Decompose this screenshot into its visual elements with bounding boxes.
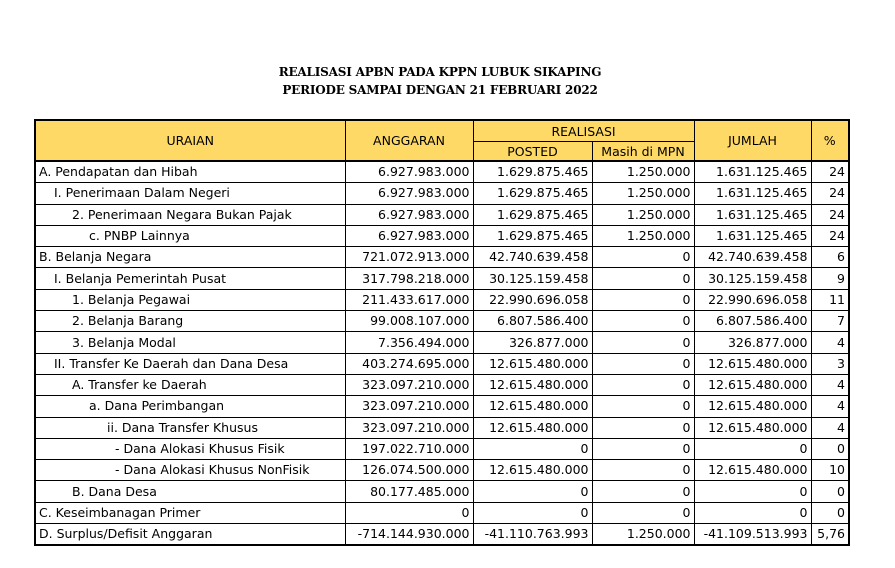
row-posted: 12.615.480.000	[473, 396, 592, 417]
report-title-block	[0, 63, 880, 99]
row-masih-di-mpn: 0	[592, 353, 694, 374]
row-jumlah: 12.615.480.000	[694, 396, 811, 417]
table-row	[35, 311, 849, 332]
row-uraian: II. Transfer Ke Daerah dan Dana Desa	[35, 353, 345, 374]
row-uraian: C. Keseimbanagan Primer	[35, 502, 345, 523]
row-posted: 0	[473, 502, 592, 523]
row-posted: 12.615.480.000	[473, 417, 592, 438]
row-masih-di-mpn: 0	[592, 332, 694, 353]
row-persen: 9	[811, 268, 849, 289]
row-anggaran: 0	[345, 502, 473, 523]
row-posted: 22.990.696.058	[473, 289, 592, 310]
row-posted: 30.125.159.458	[473, 268, 592, 289]
row-uraian: 2. Penerimaan Negara Bukan Pajak	[35, 204, 345, 225]
row-uraian: B. Belanja Negara	[35, 247, 345, 268]
row-posted: 6.807.586.400	[473, 311, 592, 332]
row-uraian: D. Surplus/Defisit Anggaran	[35, 524, 345, 546]
row-masih-di-mpn: 0	[592, 460, 694, 481]
row-persen: 0	[811, 438, 849, 459]
row-jumlah: 326.877.000	[694, 332, 811, 353]
row-uraian: B. Dana Desa	[35, 481, 345, 502]
row-jumlah: 42.740.639.458	[694, 247, 811, 268]
row-jumlah: 22.990.696.058	[694, 289, 811, 310]
row-uraian: a. Dana Perimbangan	[35, 396, 345, 417]
header-uraian: URAIAN	[35, 120, 345, 161]
row-uraian: c. PNBP Lainnya	[35, 225, 345, 246]
table-row	[35, 460, 849, 481]
row-anggaran: 80.177.485.000	[345, 481, 473, 502]
row-masih-di-mpn: 1.250.000	[592, 524, 694, 546]
row-uraian: 3. Belanja Modal	[35, 332, 345, 353]
row-masih-di-mpn: 0	[592, 268, 694, 289]
row-jumlah: 12.615.480.000	[694, 374, 811, 395]
report-title: REALISASI APBN PADA KPPN LUBUK SIKAPING	[278, 65, 602, 79]
header-realisasi: REALISASI	[473, 120, 694, 142]
row-jumlah: 1.631.125.465	[694, 161, 811, 183]
table-body	[35, 161, 849, 545]
row-persen: 7	[811, 311, 849, 332]
row-jumlah: 12.615.480.000	[694, 353, 811, 374]
row-anggaran: 323.097.210.000	[345, 396, 473, 417]
row-posted: 0	[473, 481, 592, 502]
row-uraian: 2. Belanja Barang	[35, 311, 345, 332]
row-posted: 1.629.875.465	[473, 161, 592, 183]
row-masih-di-mpn: 0	[592, 311, 694, 332]
row-anggaran: 323.097.210.000	[345, 417, 473, 438]
table-row	[35, 524, 849, 546]
row-anggaran: 403.274.695.000	[345, 353, 473, 374]
table-row	[35, 417, 849, 438]
row-persen: 6	[811, 247, 849, 268]
row-uraian: I. Penerimaan Dalam Negeri	[35, 183, 345, 204]
row-posted: 42.740.639.458	[473, 247, 592, 268]
row-anggaran: 721.072.913.000	[345, 247, 473, 268]
row-uraian: - Dana Alokasi Khusus Fisik	[35, 438, 345, 459]
row-posted: 1.629.875.465	[473, 225, 592, 246]
row-anggaran: 126.074.500.000	[345, 460, 473, 481]
row-posted: 1.629.875.465	[473, 183, 592, 204]
row-posted: -41.110.763.993	[473, 524, 592, 546]
header-posted: POSTED	[473, 142, 592, 162]
row-masih-di-mpn: 0	[592, 481, 694, 502]
row-posted: 0	[473, 438, 592, 459]
row-posted: 12.615.480.000	[473, 353, 592, 374]
row-masih-di-mpn: 0	[592, 438, 694, 459]
row-posted: 1.629.875.465	[473, 204, 592, 225]
row-persen: 4	[811, 417, 849, 438]
header-masih-di-mpn: Masih di MPN	[592, 142, 694, 162]
row-persen: 4	[811, 332, 849, 353]
row-jumlah: 1.631.125.465	[694, 183, 811, 204]
row-masih-di-mpn: 0	[592, 374, 694, 395]
row-persen: 0	[811, 481, 849, 502]
row-jumlah: -41.109.513.993	[694, 524, 811, 546]
row-uraian: I. Belanja Pemerintah Pusat	[35, 268, 345, 289]
row-masih-di-mpn: 0	[592, 247, 694, 268]
table-row	[35, 481, 849, 502]
row-uraian: 1. Belanja Pegawai	[35, 289, 345, 310]
row-posted: 12.615.480.000	[473, 460, 592, 481]
table-row	[35, 268, 849, 289]
row-persen: 24	[811, 225, 849, 246]
row-persen: 24	[811, 204, 849, 225]
table-row	[35, 374, 849, 395]
row-persen: 3	[811, 353, 849, 374]
row-anggaran: 323.097.210.000	[345, 374, 473, 395]
row-anggaran: 7.356.494.000	[345, 332, 473, 353]
row-jumlah: 1.631.125.465	[694, 204, 811, 225]
row-jumlah: 6.807.586.400	[694, 311, 811, 332]
row-masih-di-mpn: 0	[592, 417, 694, 438]
row-jumlah: 12.615.480.000	[694, 460, 811, 481]
row-masih-di-mpn: 1.250.000	[592, 204, 694, 225]
row-uraian: ii. Dana Transfer Khusus	[35, 417, 345, 438]
row-uraian: A. Pendapatan dan Hibah	[35, 161, 345, 183]
row-anggaran: -714.144.930.000	[345, 524, 473, 546]
row-masih-di-mpn: 1.250.000	[592, 225, 694, 246]
row-masih-di-mpn: 1.250.000	[592, 183, 694, 204]
table-row	[35, 438, 849, 459]
row-persen: 4	[811, 396, 849, 417]
row-posted: 326.877.000	[473, 332, 592, 353]
row-posted: 12.615.480.000	[473, 374, 592, 395]
row-anggaran: 99.008.107.000	[345, 311, 473, 332]
row-persen: 10	[811, 460, 849, 481]
table-row	[35, 353, 849, 374]
row-jumlah: 12.615.480.000	[694, 417, 811, 438]
row-persen: 24	[811, 161, 849, 183]
row-uraian: A. Transfer ke Daerah	[35, 374, 345, 395]
row-jumlah: 30.125.159.458	[694, 268, 811, 289]
row-jumlah: 0	[694, 481, 811, 502]
row-jumlah: 0	[694, 438, 811, 459]
row-anggaran: 211.433.617.000	[345, 289, 473, 310]
header-anggaran: ANGGARAN	[345, 120, 473, 161]
row-anggaran: 317.798.218.000	[345, 268, 473, 289]
table-row	[35, 225, 849, 246]
row-anggaran: 6.927.983.000	[345, 204, 473, 225]
row-masih-di-mpn: 0	[592, 289, 694, 310]
row-anggaran: 6.927.983.000	[345, 225, 473, 246]
report-period: PERIODE SAMPAI DENGAN 21 FEBRUARI 2022	[282, 83, 598, 97]
row-masih-di-mpn: 0	[592, 502, 694, 523]
row-persen: 0	[811, 502, 849, 523]
table-row	[35, 204, 849, 225]
table-row	[35, 247, 849, 268]
table-row	[35, 289, 849, 310]
row-persen: 5,76	[811, 524, 849, 546]
header-jumlah: JUMLAH	[694, 120, 811, 161]
table-row	[35, 332, 849, 353]
apbn-table	[34, 119, 850, 546]
row-anggaran: 6.927.983.000	[345, 161, 473, 183]
row-masih-di-mpn: 0	[592, 396, 694, 417]
row-anggaran: 6.927.983.000	[345, 183, 473, 204]
row-persen: 24	[811, 183, 849, 204]
table-row	[35, 396, 849, 417]
row-anggaran: 197.022.710.000	[345, 438, 473, 459]
table-row	[35, 183, 849, 204]
row-persen: 11	[811, 289, 849, 310]
row-masih-di-mpn: 1.250.000	[592, 161, 694, 183]
table-row	[35, 161, 849, 183]
row-persen: 4	[811, 374, 849, 395]
header-persen: %	[811, 120, 849, 161]
row-uraian: - Dana Alokasi Khusus NonFisik	[35, 460, 345, 481]
row-jumlah: 0	[694, 502, 811, 523]
row-jumlah: 1.631.125.465	[694, 225, 811, 246]
table-row	[35, 502, 849, 523]
